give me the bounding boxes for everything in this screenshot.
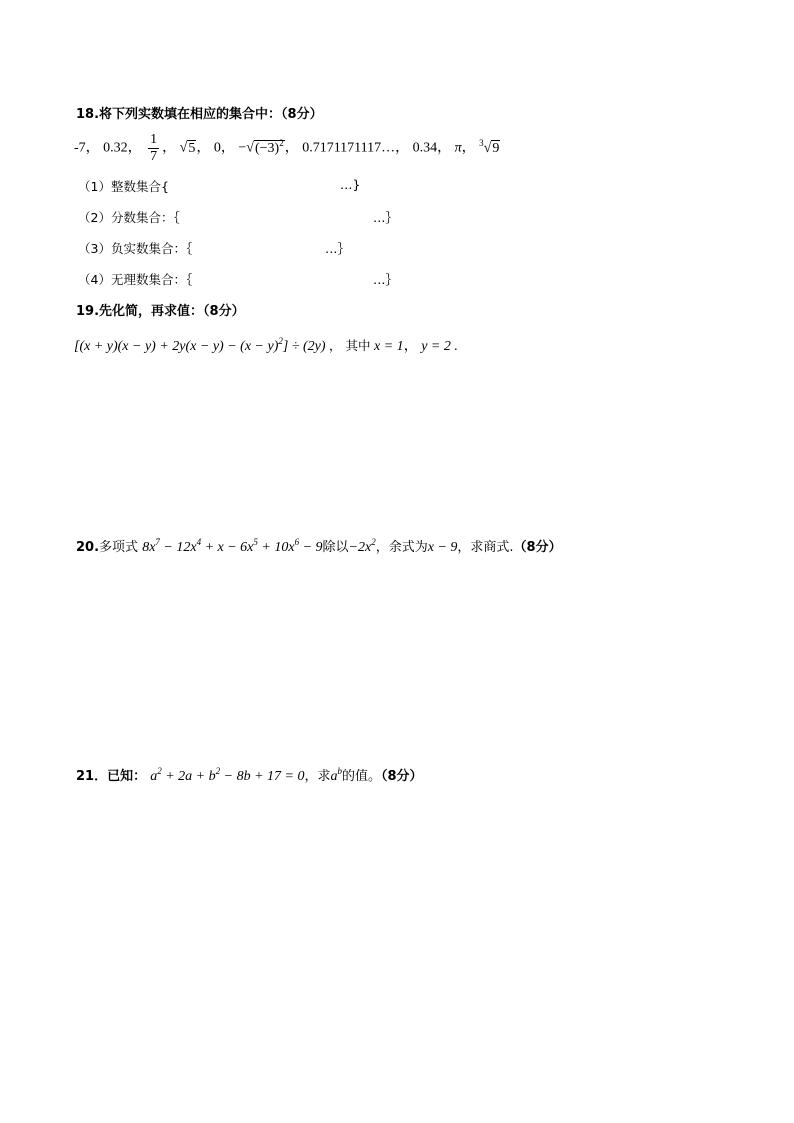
divisor: $-2x^2$ — [348, 537, 376, 555]
negative-real-set-ellipsis: …｝ — [325, 241, 351, 256]
polynomial: $8x^7 - 12x^4 + x - 6x^5 + 10x^6 - 9$ — [142, 537, 323, 555]
question-21: 21．已知： $a^2 + 2a + b^2 - 8b + 17 = 0$，求$a^b$的值。（8分） — [76, 766, 423, 784]
number-zero: 0 — [213, 140, 221, 156]
expression-body: $[(x + y)(x - y) + 2y(x - y) - (x - y)^2] \div (2y)$ — [74, 336, 326, 354]
condition-y: y = 2 . — [421, 339, 458, 354]
condition-x: x = 1 — [374, 339, 404, 354]
power-a-b: $a^b$ — [330, 766, 342, 784]
question-19-title: 19.先化简，再求值：（8分） — [76, 304, 245, 319]
cube-root-9: $^3$√9 — [479, 137, 500, 156]
irrational-set-ellipsis: …｝ — [373, 272, 399, 287]
number-neg7: -7 — [74, 140, 86, 156]
question-19-expression: $[(x + y)(x - y) + 2y(x - y) - (x - y)^2] \div (2y)$ ， 其中 x = 1， y = 2 . — [74, 336, 458, 354]
integer-set-label: （1）整数集合{ — [78, 179, 169, 194]
integer-set-ellipsis: …} — [340, 177, 361, 192]
remainder: x − 9 — [427, 540, 458, 555]
sqrt-5: √5 — [179, 140, 196, 156]
fraction-set-label: （2）分数集合：｛ — [78, 210, 180, 225]
score-label: （8分） — [381, 769, 423, 784]
question-20: 20.多项式 $8x^7 - 12x^4 + x - 6x^5 + 10x^6 - 9$除以$-2x^2$，余式为x − 9，求商式.（8分） — [76, 537, 562, 555]
number-pi: π — [454, 140, 462, 156]
question-18-title: 18.将下列实数填在相应的集合中：（8分） — [76, 107, 323, 122]
irrational-set-label: （4）无理数集合：｛ — [78, 272, 193, 287]
neg-sqrt-neg3-squared: $-√(-3)^2$ — [238, 137, 284, 156]
question-18-numbers: -7， 0.32， $\frac{1}{7}$ ， √5， 0， $-√(-3)^2$， 0.7171171117…， 0.34， π， $^3$√9 — [74, 132, 500, 164]
number-0-7171171117: 0.7171171117… — [302, 140, 396, 156]
fraction-one-seventh: $\frac{1}{7}$ — [150, 132, 158, 164]
score-label: （8分） — [513, 540, 562, 555]
negative-real-set-label: （3）负实数集合：｛ — [78, 241, 193, 256]
number-0-34-repeating: 0.34 — [412, 140, 438, 156]
fraction-set-ellipsis: …｝ — [373, 210, 399, 225]
equation: $a^2 + 2a + b^2 - 8b + 17 = 0$ — [150, 766, 305, 784]
number-0-32: 0.32 — [103, 140, 128, 156]
